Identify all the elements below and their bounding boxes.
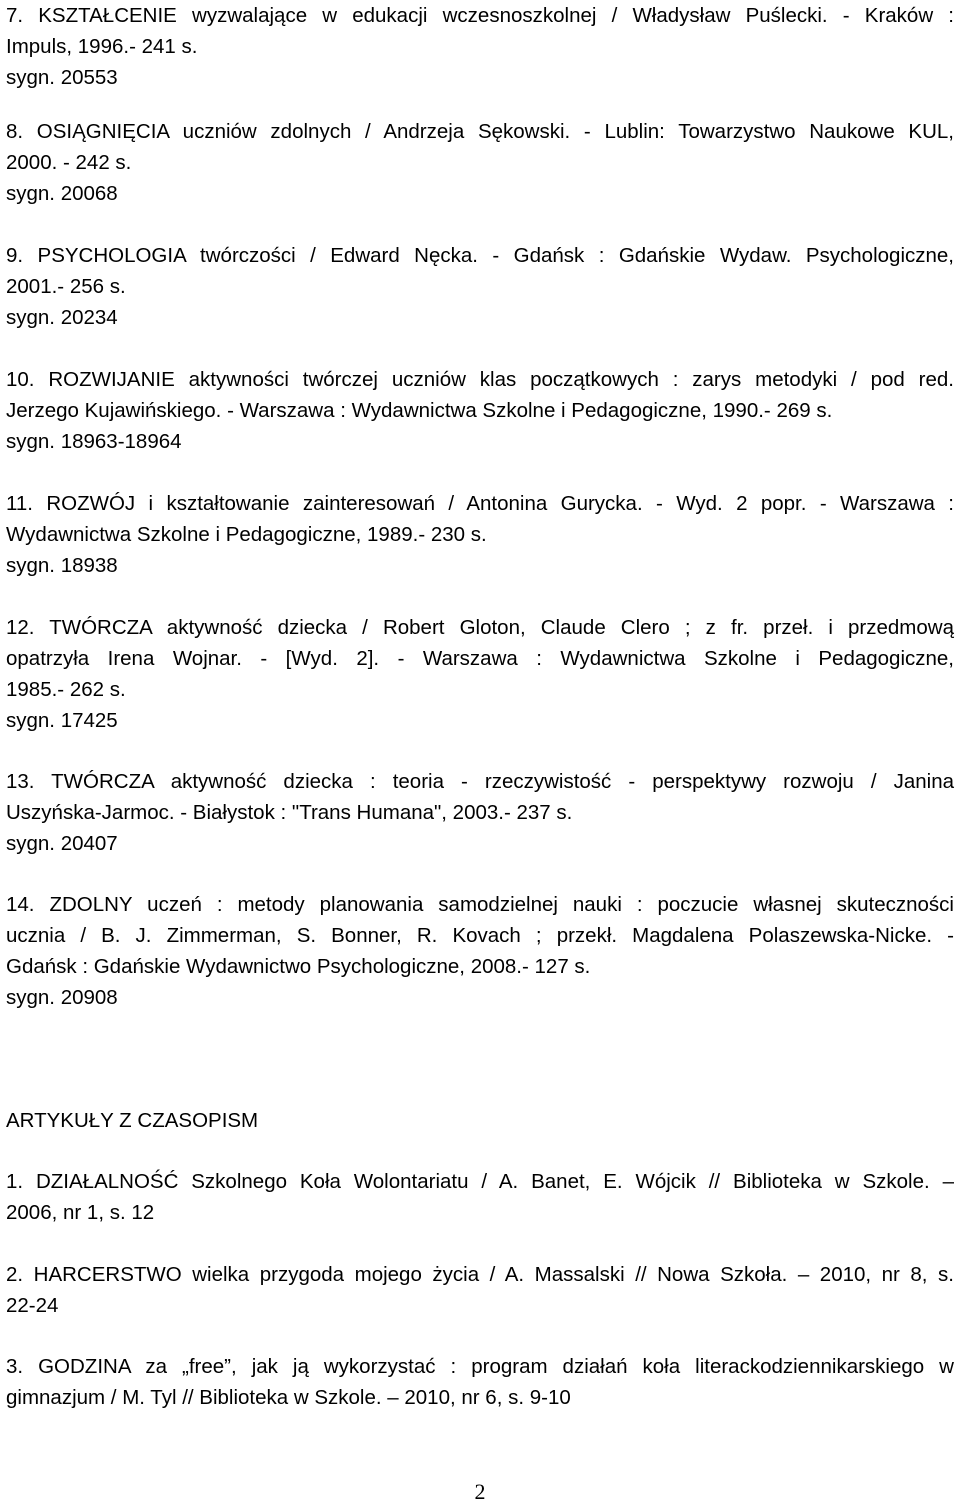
entry-line: Uszyńska-Jarmoc. - Białystok : "Trans Humana", 2003.- 237 s. (6, 801, 573, 824)
entry-line: 1. DZIAŁALNOŚĆ Szkolnego Koła Wolontariatu / A. Banet, E. Wójcik // Biblioteka w Szkole. – (6, 1170, 954, 1193)
entry-line: 3. GODZINA za „free”, jak ją wykorzystać : program działań koła literackodziennikarskiego w (6, 1355, 954, 1378)
entry-line: 1985.- 262 s. (6, 678, 126, 701)
entry-line: 8. OSIĄGNIĘCIA uczniów zdolnych / Andrzeja Sękowski. - Lublin: Towarzystwo Naukowe KUL, (6, 120, 954, 143)
call-number: sygn. 20407 (6, 832, 118, 855)
entry-line: Wydawnictwa Szkolne i Pedagogiczne, 1989.- 230 s. (6, 523, 487, 546)
call-number: sygn. 18938 (6, 554, 118, 577)
entry-line: 7. KSZTAŁCENIE wyzwalające w edukacji wczesnoszkolnej / Władysław Puślecki. - Kraków : (6, 4, 954, 27)
call-number: sygn. 18963-18964 (6, 430, 182, 453)
entry-line: Gdańsk : Gdańskie Wydawnictwo Psychologiczne, 2008.- 127 s. (6, 955, 591, 978)
entry-line: 22-24 (6, 1294, 59, 1317)
entry-line: 14. ZDOLNY uczeń : metody planowania samodzielnej nauki : poczucie własnej skuteczności (6, 893, 954, 916)
entry-line: 2006, nr 1, s. 12 (6, 1201, 155, 1224)
entry-line: Jerzego Kujawińskiego. - Warszawa : Wydawnictwa Szkolne i Pedagogiczne, 1990.- 269 s. (6, 399, 833, 422)
entry-line: 9. PSYCHOLOGIA twórczości / Edward Nęcka. - Gdańsk : Gdańskie Wydaw. Psychologiczne, (6, 244, 954, 267)
entry-line: 2001.- 256 s. (6, 275, 126, 298)
entry-line: opatrzyła Irena Wojnar. - [Wyd. 2]. - Warszawa : Wydawnictwa Szkolne i Pedagogiczne, (6, 647, 954, 670)
entry-line: ucznia / B. J. Zimmerman, S. Bonner, R. Kovach ; przekł. Magdalena Polaszewska-Nicke. - (6, 924, 954, 947)
call-number: sygn. 20234 (6, 306, 118, 329)
entry-line: 2000. - 242 s. (6, 151, 132, 174)
section-heading: ARTYKUŁY Z CZASOPISM (6, 1109, 259, 1132)
entry-line: 11. ROZWÓJ i kształtowanie zainteresowań / Antonina Gurycka. - Wyd. 2 popr. - Warszawa : (6, 492, 954, 515)
call-number: sygn. 20553 (6, 66, 118, 89)
call-number: sygn. 20068 (6, 182, 118, 205)
entry-line: 12. TWÓRCZA aktywność dziecka / Robert Gloton, Claude Clero ; z fr. przeł. i przedmową (6, 616, 954, 639)
call-number: sygn. 17425 (6, 709, 118, 732)
call-number: sygn. 20908 (6, 986, 118, 1009)
entry-line: Impuls, 1996.- 241 s. (6, 35, 198, 58)
entry-line: 2. HARCERSTWO wielka przygoda mojego życia / A. Massalski // Nowa Szkoła. – 2010, nr 8, s. (6, 1263, 954, 1286)
entry-line: 10. ROZWIJANIE aktywności twórczej uczniów klas początkowych : zarys metodyki / pod red. (6, 368, 954, 391)
entry-line: gimnazjum / M. Tyl // Biblioteka w Szkole. – 2010, nr 6, s. 9-10 (6, 1386, 571, 1409)
page-number: 2 (474, 1479, 486, 1504)
entry-line: 13. TWÓRCZA aktywność dziecka : teoria - rzeczywistość - perspektywy rozwoju / Janina (6, 770, 954, 793)
